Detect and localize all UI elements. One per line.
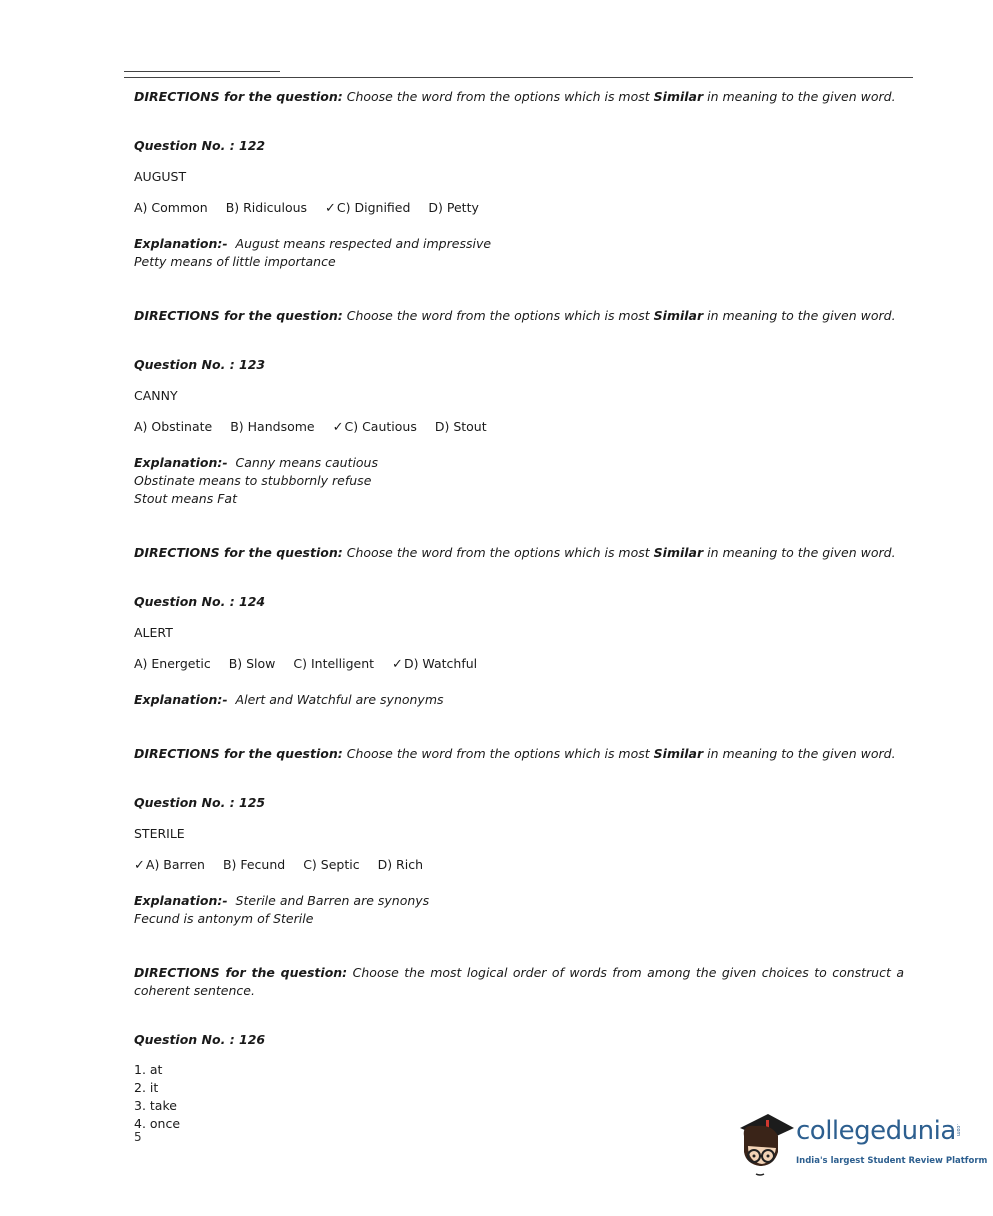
directions: DIRECTIONS for the question: Choose the word from the options which is most Similar in meaning to the given word.	[134, 545, 896, 560]
question-block-122	[134, 88, 904, 271]
options-row	[134, 418, 904, 437]
check-icon: ✓	[134, 858, 145, 873]
question-block-124	[134, 544, 904, 709]
option-d-correct: ✓D) Watchful	[392, 656, 478, 672]
directions: DIRECTIONS for the question: Choose the word from the options which is most Similar in meaning to the given word.	[134, 89, 896, 104]
logo-domain-suffix: .com	[955, 1124, 961, 1137]
question-number: Question No. : 122	[134, 138, 266, 153]
option-a: A) Obstinate	[134, 419, 213, 434]
directions: DIRECTIONS for the question: Choose the word from the options which is most Similar in meaning to the given word.	[134, 746, 896, 761]
header-rule-short	[124, 71, 280, 72]
check-icon: ✓	[332, 420, 344, 435]
option-c: C) Intelligent	[293, 656, 375, 671]
question-word: STERILE	[134, 826, 185, 841]
option-a: A) Common	[134, 200, 208, 215]
directions: DIRECTIONS for the question: Choose the most logical order of words from among the given choices to construct a coherent sentence.	[134, 965, 904, 998]
option-b: B) Handsome	[230, 419, 315, 434]
options-row	[134, 655, 904, 674]
mascot-icon	[734, 1106, 796, 1182]
question-word: CANNY	[134, 388, 178, 403]
question-number: Question No. : 123	[134, 357, 266, 372]
list-item: 3. take	[134, 1098, 177, 1113]
header-rule	[124, 77, 913, 78]
option-c: C) Septic	[303, 857, 360, 872]
list-item: 1. at	[134, 1062, 163, 1077]
question-number: Question No. : 126	[134, 1032, 266, 1047]
option-d: D) Stout	[434, 419, 487, 434]
explanation: Explanation:- August means respected and impressive Petty means of little importance	[134, 236, 492, 269]
explanation: Explanation:- Canny means cautious Obstinate means to stubbornly refuse Stout means Fat	[134, 455, 378, 506]
option-d: D) Petty	[428, 200, 479, 215]
question-word: AUGUST	[134, 169, 187, 184]
explanation: Explanation:- Alert and Watchful are synonyms	[134, 692, 444, 707]
question-number: Question No. : 125	[134, 795, 266, 810]
logo-tagline: India's largest Student Review Platform	[796, 1156, 988, 1166]
check-icon: ✓	[325, 201, 336, 216]
option-a: A) Energetic	[134, 656, 211, 671]
option-b: B) Slow	[228, 656, 276, 671]
question-block-123	[134, 307, 904, 508]
option-c-correct: ✓C) Cautious	[332, 419, 417, 435]
options-row	[134, 856, 904, 875]
option-b: B) Ridiculous	[225, 200, 308, 215]
question-block-125	[134, 745, 904, 928]
question-number: Question No. : 124	[134, 594, 266, 609]
logo-wordmark: collegedunia	[796, 1116, 956, 1146]
option-d: D) Rich	[377, 857, 424, 872]
list-item: 2. it	[134, 1080, 159, 1095]
check-icon: ✓	[392, 657, 403, 672]
explanation: Explanation:- Sterile and Barren are synonys Fecund is antonym of Sterile	[134, 893, 430, 926]
question-word: ALERT	[134, 625, 173, 640]
option-b: B) Fecund	[222, 857, 286, 872]
options-row	[134, 199, 904, 218]
question-list	[134, 88, 904, 1144]
list-item: 4. once	[134, 1116, 181, 1131]
directions: DIRECTIONS for the question: Choose the word from the options which is most Similar in meaning to the given word.	[134, 308, 896, 323]
list-item-cutoff: 5	[134, 1130, 142, 1144]
collegedunia-logo	[734, 1106, 988, 1182]
option-c-correct: ✓C) Dignified	[325, 200, 411, 216]
option-a-correct: ✓A) Barren	[134, 857, 205, 873]
